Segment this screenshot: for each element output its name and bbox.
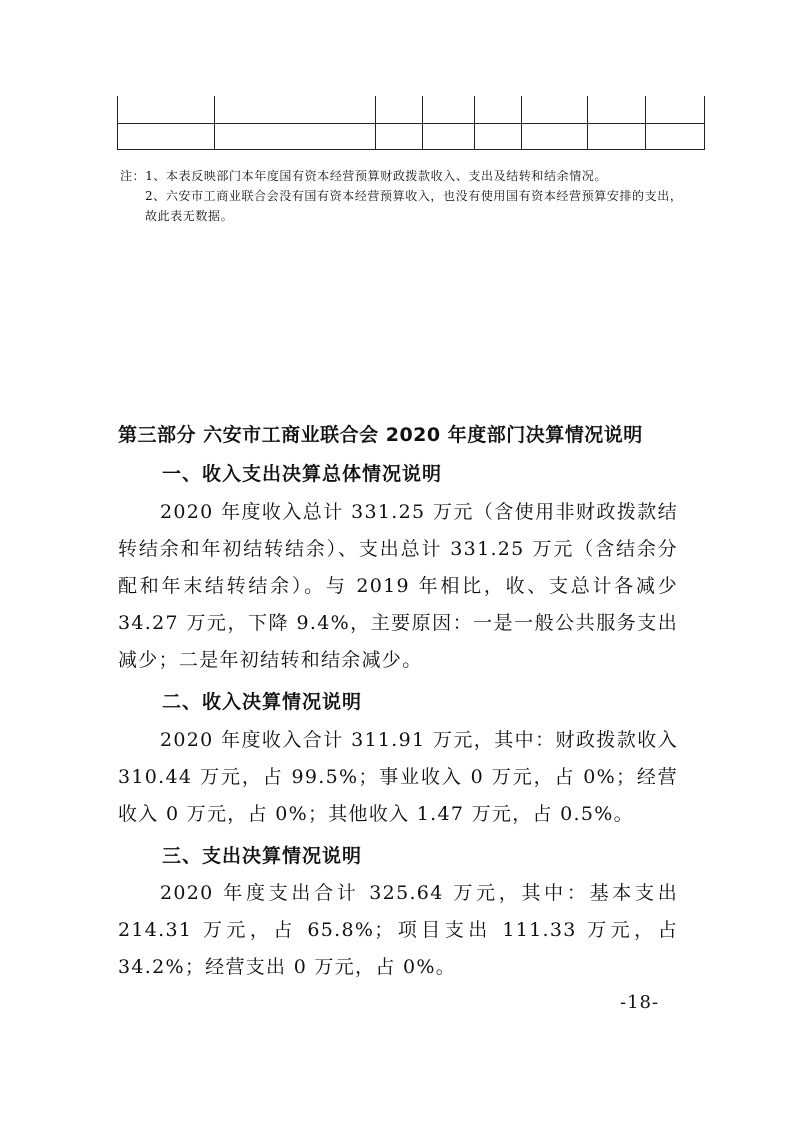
table-row xyxy=(118,124,705,150)
section-heading-1: 一、收入支出决算总体情况说明 xyxy=(162,463,443,485)
empty-table-fragment xyxy=(117,96,705,150)
table-row xyxy=(118,96,705,124)
note-line-1: 注：1、本表反映部门本年度国有资本经营预算财政拨款收入、支出及结转和结余情况。 xyxy=(120,169,608,183)
paragraph: 2020 年度收入合计 311.91 万元，其中：财政拨款收入 310.44 万元，占 99.5%；事业收入 0 万元，占 0%；经营收入 0 万元，占 0%；其他收入 1.47 万元，占 0.5%。 xyxy=(118,729,678,825)
section-body-3 xyxy=(118,875,678,986)
paragraph: 2020 年度支出合计 325.64 万元，其中：基本支出 214.31 万元，占 65.8%；项目支出 111.33 万元，占 34.2%；经营支出 0 万元，占 0%。 xyxy=(118,882,678,978)
section-body-1 xyxy=(118,494,678,679)
section-heading-2: 二、收入决算情况说明 xyxy=(162,691,363,713)
section-body-2 xyxy=(118,722,678,833)
note-line-2: 2、六安市工商业联合会没有国有资本经营预算收入，也没有使用国有资本经营预算安排的支出，故此表无数据。 xyxy=(145,189,683,223)
part-title: 第三部分 六安市工商业联合会 2020 年度部门决算情况说明 xyxy=(118,424,643,446)
section-heading-3: 三、支出决算情况说明 xyxy=(162,845,363,867)
paragraph: 2020 年度收入总计 331.25 万元（含使用非财政拨款结转结余和年初结转结余）、支出总计 331.25 万元（含结余分配和年末结转结余）。与 2019 年相比，收、支总计各减少 34.27 万元，下降 9.4%，主要原因：一是一般公共服务支出减少；二是年初结转和结余减少。 xyxy=(118,501,678,671)
table-notes xyxy=(120,166,690,226)
page-number: -18- xyxy=(620,992,660,1013)
